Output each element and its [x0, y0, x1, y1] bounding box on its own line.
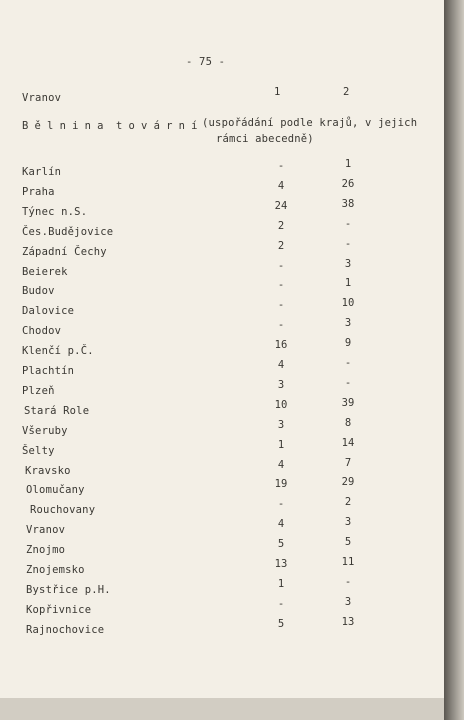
row-value-col2: 3 — [344, 595, 352, 608]
row-name: Znojmo — [26, 544, 66, 557]
row-value-col2: 9 — [344, 337, 352, 350]
row-value-col2: 3 — [344, 257, 352, 270]
row-value-col1: 1 — [277, 438, 285, 451]
row-value-col2: - — [344, 376, 352, 389]
row-value-col2: - — [344, 575, 352, 588]
row-name: Chodov — [22, 325, 62, 338]
row-value-col1: - — [277, 498, 285, 511]
scan-bottom-margin — [0, 698, 444, 720]
row-name: Rajnochovice — [26, 623, 105, 636]
row-value-col2: - — [344, 237, 352, 250]
row-name: Západní Čechy — [22, 245, 107, 258]
row-value-col2: - — [344, 357, 352, 369]
column-2-header: 2 — [343, 86, 350, 98]
column-1-header: 1 — [274, 86, 281, 98]
row-value-col1: 4 — [277, 518, 285, 531]
row-name: Vranov — [26, 524, 66, 537]
row-name: Klenčí p.Č. — [22, 345, 94, 358]
row-name: Čes.Budějovice — [22, 225, 114, 238]
row-value-col1: 2 — [277, 239, 285, 252]
section-note-line2: rámci abecedně) — [216, 133, 314, 145]
page-number: - 75 - — [186, 56, 226, 68]
row-value-col2: 11 — [341, 556, 355, 568]
row-name: Karlín — [22, 166, 62, 178]
row-value-col2: 8 — [344, 416, 352, 429]
row-value-col1: 5 — [277, 538, 285, 551]
row-value-col1: 4 — [277, 179, 285, 192]
row-value-col1: - — [277, 279, 285, 292]
row-value-col2: 13 — [341, 615, 355, 628]
row-name: Budov — [22, 285, 55, 298]
row-value-col2: 38 — [341, 197, 355, 210]
row-value-col1: 4 — [277, 458, 285, 471]
row-value-col1: - — [277, 597, 285, 610]
row-value-col2: 2 — [344, 496, 352, 509]
row-name: Beierek — [22, 265, 68, 278]
row-value-col1: 16 — [274, 339, 288, 352]
row-name: Stará Role — [24, 404, 90, 417]
row-name: Znojemsko — [26, 564, 85, 576]
row-value-col1: 13 — [274, 558, 288, 570]
row-name: Rouchovany — [30, 504, 96, 517]
row-name: Šelty — [22, 444, 55, 457]
row-value-col1: 4 — [277, 359, 285, 371]
row-name: Všeruby — [22, 424, 68, 437]
row-value-col1: 2 — [277, 219, 285, 232]
row-name: Plzeň — [22, 384, 55, 397]
row-value-col2: 29 — [341, 476, 355, 489]
row-value-col2: 3 — [344, 317, 352, 330]
row-value-col2: 26 — [341, 177, 355, 190]
row-value-col1: - — [277, 160, 285, 172]
row-value-col1: 3 — [277, 418, 285, 431]
row-name: Olomučany — [26, 484, 85, 497]
row-value-col2: 5 — [344, 536, 352, 549]
row-name: Plachtín — [22, 365, 75, 377]
row-value-col1: 19 — [274, 478, 288, 491]
row-value-col2: 3 — [344, 516, 352, 529]
row-value-col1: - — [277, 259, 285, 272]
row-name: Bystřice p.H. — [26, 583, 111, 596]
header-region: Vranov — [22, 92, 62, 104]
section-title-word1: Bělnina — [22, 120, 110, 132]
row-name: Kravsko — [25, 464, 71, 477]
section-note-line1: (uspořádání podle krajů, v jejich — [202, 117, 418, 129]
row-value-col1: 24 — [274, 199, 288, 212]
row-name: Praha — [22, 185, 55, 198]
row-value-col1: - — [277, 299, 285, 312]
section-title-word2: tovární — [116, 120, 204, 132]
row-value-col1: 10 — [274, 398, 288, 411]
row-name: Kopřivnice — [26, 603, 92, 616]
row-value-col2: 1 — [344, 158, 352, 170]
row-name: Dalovice — [22, 305, 75, 318]
row-value-col2: 14 — [341, 436, 355, 449]
row-value-col2: 7 — [344, 456, 352, 469]
binding-edge — [444, 0, 464, 720]
row-value-col2: 1 — [344, 277, 352, 290]
row-value-col2: 10 — [341, 297, 355, 310]
row-value-col1: 3 — [277, 378, 285, 391]
row-value-col2: 39 — [341, 396, 355, 409]
row-value-col2: - — [344, 217, 352, 230]
row-value-col1: - — [277, 319, 285, 332]
row-value-col1: 5 — [277, 617, 285, 630]
row-value-col1: 1 — [277, 577, 285, 590]
row-name: Týnec n.S. — [22, 205, 88, 218]
